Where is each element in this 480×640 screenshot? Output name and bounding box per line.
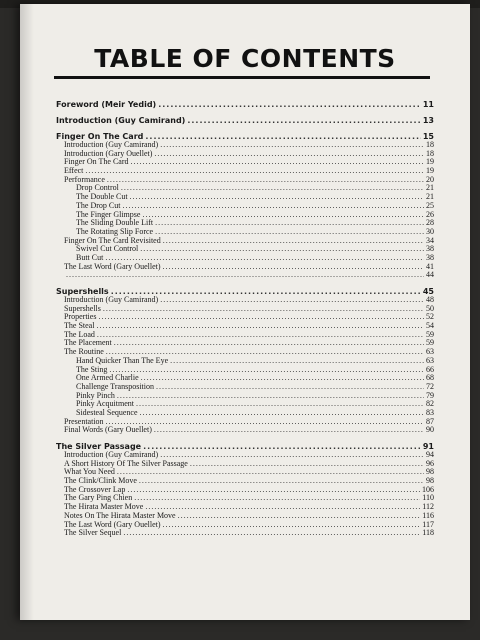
toc-entry-title: Hand Quicker Than The Eye bbox=[76, 355, 169, 365]
toc-page-number: 28 bbox=[426, 218, 434, 228]
toc-entry-title: Presentation bbox=[64, 416, 104, 426]
toc-entry-title: Introduction (Guy Camirand) bbox=[56, 116, 186, 125]
toc-entry-title: The Clink/Clink Move bbox=[64, 476, 137, 486]
toc-page-number: 20 bbox=[426, 174, 434, 184]
dot-leader bbox=[187, 116, 421, 125]
toc-entry bbox=[56, 305, 434, 314]
dot-leader bbox=[134, 494, 420, 503]
toc-entry-title: Foreword (Meir Yedid) bbox=[56, 100, 157, 109]
toc-entry bbox=[56, 529, 434, 538]
dot-leader bbox=[160, 141, 424, 150]
toc-page-number: 63 bbox=[426, 347, 434, 357]
toc-entry bbox=[56, 322, 434, 331]
toc-page-number: 98 bbox=[426, 467, 434, 477]
dot-leader bbox=[139, 477, 424, 486]
section-gap bbox=[56, 435, 434, 442]
dot-leader bbox=[96, 322, 424, 331]
toc-page-number: 94 bbox=[426, 450, 434, 459]
toc-page-number: 110 bbox=[422, 493, 434, 503]
toc-entry-title: The Sliding Double Lift bbox=[76, 218, 154, 228]
toc-entry bbox=[56, 296, 434, 305]
section-gap bbox=[56, 109, 434, 116]
dot-leader bbox=[190, 460, 424, 469]
toc-entry-title: Introduction (Guy Camirand) bbox=[64, 140, 159, 149]
toc-page-number: 38 bbox=[426, 252, 434, 262]
dot-leader bbox=[160, 451, 424, 460]
toc-entry bbox=[56, 271, 434, 280]
toc-entry-title: The Finger Glimpse bbox=[76, 209, 141, 219]
toc-page-number: 34 bbox=[426, 235, 434, 245]
toc-page-number: 96 bbox=[426, 458, 434, 468]
toc-page-number: 54 bbox=[426, 321, 434, 331]
toc-entry-title: The Double Cut bbox=[76, 192, 128, 202]
toc-page-number: 18 bbox=[426, 148, 434, 158]
dot-leader bbox=[141, 374, 424, 383]
dot-leader bbox=[170, 357, 424, 366]
toc-entry bbox=[56, 331, 434, 340]
toc-page-number: 117 bbox=[422, 519, 434, 529]
toc-entry bbox=[56, 313, 434, 322]
dot-leader bbox=[145, 132, 420, 141]
toc-entry-title: A Short History Of The Silver Passage bbox=[64, 458, 188, 468]
toc-entry-title: Finger On The Card bbox=[56, 132, 144, 141]
toc-page-number: 118 bbox=[422, 528, 434, 538]
dot-leader bbox=[131, 158, 424, 167]
toc-entry-title: Supershells bbox=[64, 303, 101, 313]
dot-leader bbox=[66, 271, 424, 280]
dot-leader bbox=[103, 305, 424, 314]
title-underline bbox=[54, 76, 430, 79]
toc-page-number: 82 bbox=[426, 399, 434, 409]
dot-leader bbox=[156, 383, 424, 392]
dot-leader bbox=[114, 339, 424, 348]
toc-page-number: 72 bbox=[426, 381, 434, 391]
dot-leader bbox=[145, 503, 420, 512]
dot-leader bbox=[140, 409, 424, 418]
toc-entry bbox=[56, 158, 434, 167]
page-spine-shadow bbox=[20, 4, 34, 620]
toc-page-number: 66 bbox=[426, 364, 434, 374]
toc-page-number: 11 bbox=[422, 100, 434, 109]
toc-page-number: 50 bbox=[426, 303, 434, 313]
toc-entry-title: The Silver Passage bbox=[56, 442, 142, 451]
toc-page-number: 68 bbox=[426, 373, 434, 383]
dot-leader bbox=[97, 331, 424, 340]
toc-entry-title: The Last Word (Gary Ouellet) bbox=[64, 261, 161, 271]
toc-page-number: 26 bbox=[426, 209, 434, 219]
dot-leader bbox=[160, 296, 424, 305]
toc-entry-title: Notes On The Hirata Master Move bbox=[64, 510, 176, 520]
toc-section-entry bbox=[56, 100, 434, 109]
toc-page-number: 21 bbox=[426, 192, 434, 202]
toc-entry-title: Introduction (Gary Ouellet) bbox=[64, 148, 153, 158]
toc-entry-title: Drop Control bbox=[76, 183, 119, 193]
toc-page-number: 83 bbox=[426, 407, 434, 417]
dot-leader bbox=[154, 150, 424, 159]
toc-page-number: 18 bbox=[426, 140, 434, 149]
toc-page-number: 25 bbox=[426, 200, 434, 210]
page-title: TABLE OF CONTENTS bbox=[94, 44, 396, 73]
dot-leader bbox=[109, 366, 424, 375]
toc-entry-title: Effect bbox=[64, 166, 84, 176]
toc-entry bbox=[56, 426, 434, 435]
toc-entry bbox=[56, 339, 434, 348]
dot-leader bbox=[127, 486, 420, 495]
toc-page-number: 19 bbox=[426, 166, 434, 176]
toc-entry-title: Finger On The Card bbox=[64, 157, 129, 167]
toc-entry-title: Final Words (Gary Ouellet) bbox=[64, 425, 152, 435]
toc-list bbox=[56, 100, 434, 538]
dot-leader bbox=[98, 313, 424, 322]
toc-entry-title: Performance bbox=[64, 174, 105, 184]
toc-page-number: 90 bbox=[426, 425, 434, 435]
dot-leader bbox=[122, 202, 424, 211]
toc-entry-title: The Gary Ping Chien bbox=[64, 493, 133, 503]
dot-leader bbox=[136, 400, 424, 409]
toc-entry bbox=[56, 167, 434, 176]
toc-page-number: 19 bbox=[426, 157, 434, 167]
section-gap bbox=[56, 125, 434, 132]
toc-page-number: 106 bbox=[422, 484, 434, 494]
toc-entry-title: The Last Word (Gary Ouellet) bbox=[64, 519, 161, 529]
dot-leader bbox=[163, 521, 421, 530]
toc-entry-title: Introduction (Guy Camirand) bbox=[64, 295, 159, 304]
toc-entry bbox=[56, 357, 434, 366]
toc-page-number: 98 bbox=[426, 476, 434, 486]
dot-leader bbox=[154, 426, 424, 435]
dot-leader bbox=[142, 211, 424, 220]
dot-leader bbox=[85, 167, 424, 176]
dot-leader bbox=[163, 263, 424, 272]
toc-page-number: 41 bbox=[426, 261, 434, 271]
toc-page-number: 38 bbox=[426, 244, 434, 254]
toc-entry bbox=[56, 245, 434, 254]
toc-section-entry bbox=[56, 116, 434, 125]
dot-leader bbox=[155, 228, 424, 237]
toc-entry-title: Sidesteal Sequence bbox=[76, 407, 138, 417]
dot-leader bbox=[178, 512, 421, 521]
dot-leader bbox=[121, 184, 424, 193]
dot-leader bbox=[117, 392, 424, 401]
toc-entry-title: The Hirata Master Move bbox=[64, 502, 144, 512]
toc-page-number: 44 bbox=[426, 270, 434, 280]
dot-leader bbox=[158, 100, 421, 109]
toc-page-number: 79 bbox=[426, 390, 434, 400]
toc-entry-title: The Placement bbox=[64, 338, 112, 348]
toc-entry-title: The Load bbox=[64, 329, 95, 339]
book-page bbox=[20, 4, 470, 620]
toc-entry bbox=[56, 409, 434, 418]
dot-leader bbox=[130, 193, 424, 202]
toc-entry-title: The Rotating Slip Force bbox=[76, 226, 154, 236]
dot-leader bbox=[106, 418, 424, 427]
toc-entry-title: One Armed Charlie bbox=[76, 373, 139, 383]
dot-leader bbox=[140, 245, 424, 254]
dot-leader bbox=[155, 219, 424, 228]
toc-page-number: 59 bbox=[426, 329, 434, 339]
dot-leader bbox=[143, 442, 421, 451]
toc-entry-title: The Crossover Lap bbox=[64, 484, 126, 494]
toc-entry bbox=[56, 263, 434, 272]
toc-page-number: 52 bbox=[426, 312, 434, 322]
toc-page-number: 21 bbox=[426, 183, 434, 193]
toc-entry-title: The Sting bbox=[76, 364, 108, 374]
toc-entry-title: The Steal bbox=[64, 321, 95, 331]
toc-entry-title: The Routine bbox=[64, 347, 104, 357]
toc-entry-title: Properties bbox=[64, 312, 97, 322]
dot-leader bbox=[123, 529, 420, 538]
toc-entry-title: What You Need bbox=[64, 467, 115, 477]
toc-page-number: 13 bbox=[422, 116, 434, 125]
toc-entry-title: The Silver Sequel bbox=[64, 528, 122, 538]
toc-page-number: 91 bbox=[422, 442, 434, 451]
section-gap bbox=[56, 280, 434, 287]
toc-page-number: 112 bbox=[422, 502, 434, 512]
toc-page-number: 30 bbox=[426, 226, 434, 236]
toc-page-number: 45 bbox=[422, 287, 434, 296]
toc-entry-title: Finger On The Card Revisited bbox=[64, 235, 161, 245]
toc-page-number: 15 bbox=[422, 132, 434, 141]
toc-entry-title: Butt Cut bbox=[76, 252, 104, 262]
toc-entry-title: Supershells bbox=[56, 287, 109, 296]
dot-leader bbox=[107, 176, 424, 185]
toc-entry-title: The Drop Cut bbox=[76, 200, 121, 210]
toc-entry-title: Challenge Transposition bbox=[76, 381, 155, 391]
toc-entry-title: Pinky Pinch bbox=[76, 390, 115, 400]
toc-page-number: 63 bbox=[426, 355, 434, 365]
dot-leader bbox=[117, 468, 424, 477]
toc-entry-title: Pinky Acquitment bbox=[76, 399, 134, 409]
toc-page-number: 116 bbox=[422, 510, 434, 520]
toc-page-number: 59 bbox=[426, 338, 434, 348]
toc-entry-title: Introduction (Guy Camirand) bbox=[64, 450, 159, 459]
toc-entry-title: Swivel Cut Control bbox=[76, 244, 139, 254]
toc-page-number: 87 bbox=[426, 416, 434, 426]
dot-leader bbox=[163, 237, 424, 246]
toc-page-number: 48 bbox=[426, 295, 434, 304]
